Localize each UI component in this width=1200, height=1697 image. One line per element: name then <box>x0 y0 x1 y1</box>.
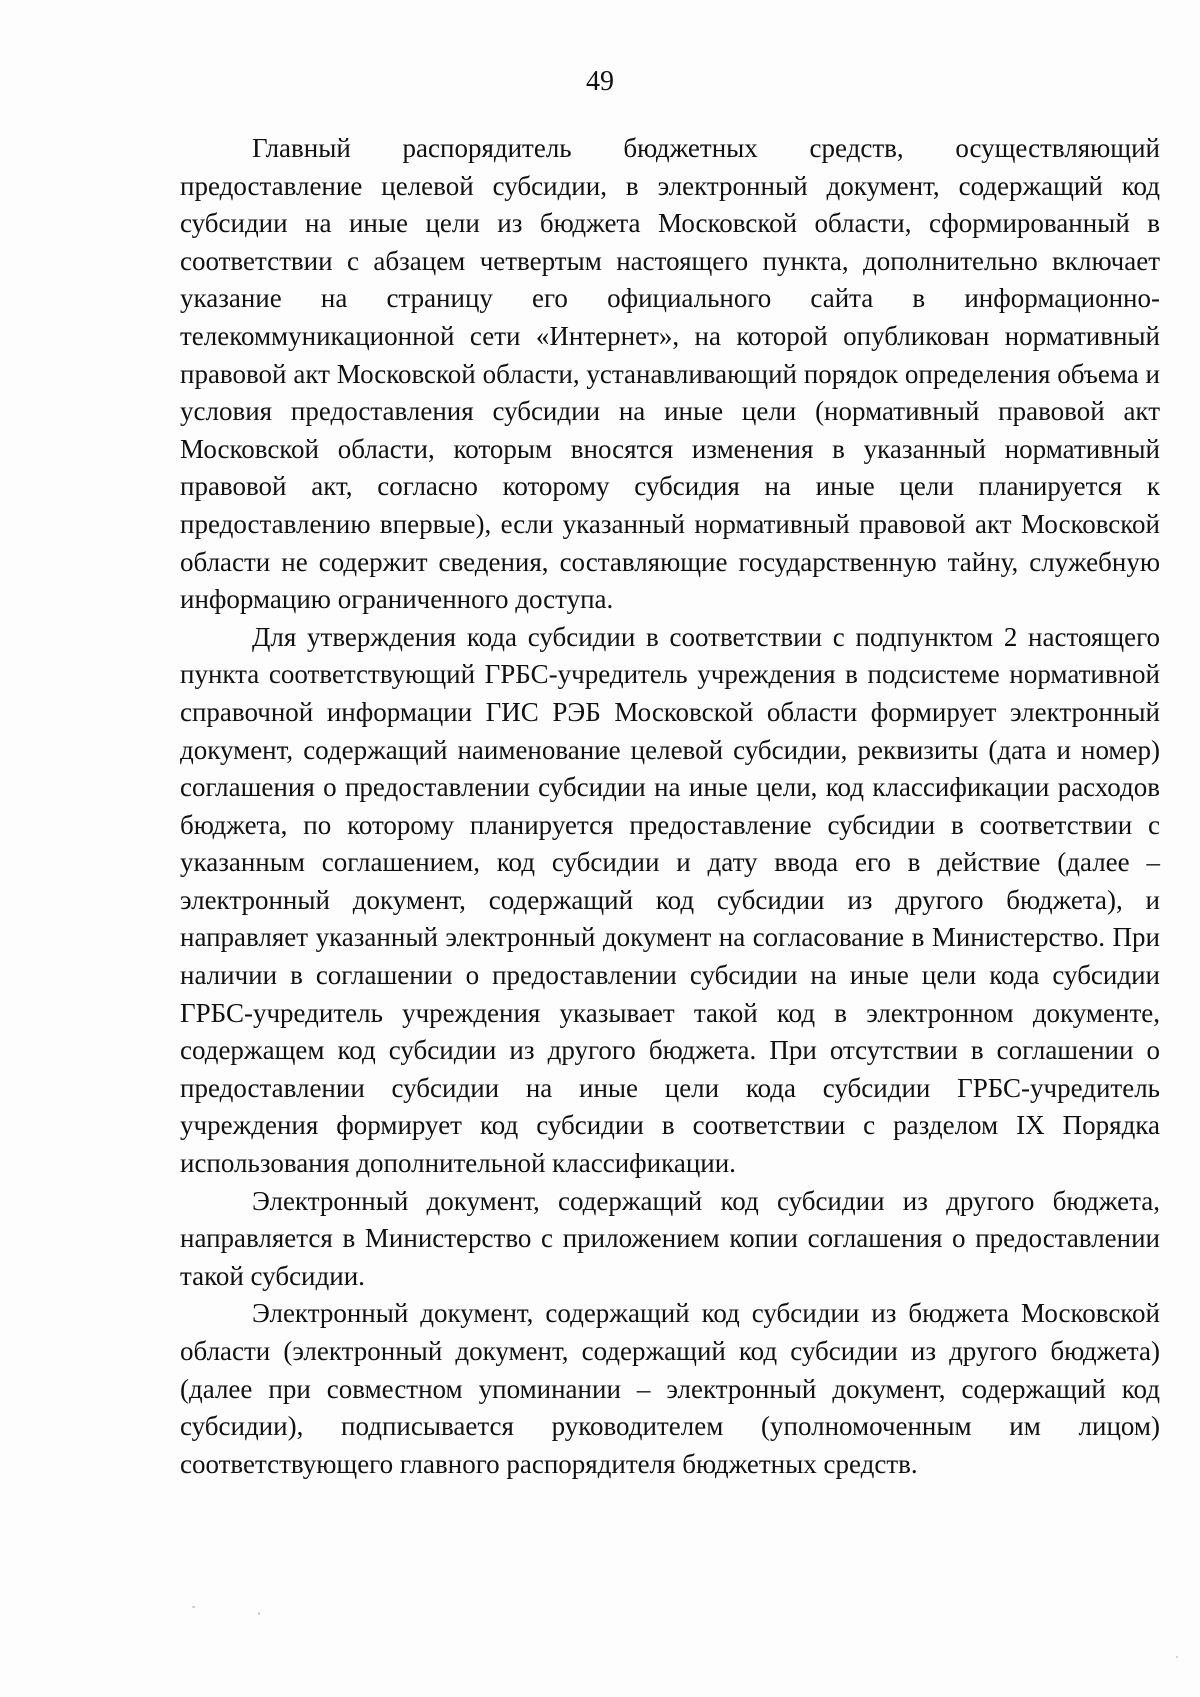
page-number: 49 <box>586 66 614 97</box>
paragraph-2: Для утверждения кода субсидии в соответствии с подпунктом 2 настоящего пункта соответствующий ГРБС-учредитель учреждения в подсистеме нормативной справочной информации ГИС РЭБ Московской области формирует электронный документ, содержащий наименование целевой субсидии, реквизиты (дата и номер) соглашения о предоставлении субсидии на иные цели, код классификации расходов бюджета, по которому планируется предоставление субсидии в соответствии с указанным соглашением, код субсидии и дату ввода его в действие (далее – электронный документ, содержащий код субсидии из другого бюджета), и направляет указанный электронный документ на согласование в Министерство. При наличии в соглашении о предоставлении субсидии на иные цели кода субсидии ГРБС-учредитель учреждения указывает такой код в электронном документе, содержащем код субсидии из другого бюджета. При отсутствии в соглашении о предоставлении субсидии на иные цели кода субсидии ГРБС-учредитель учреждения формирует код субсидии в соответствии с разделом IX Порядка использования дополнительной классификации. <box>180 621 1160 1179</box>
scan-speck <box>258 1612 260 1615</box>
paragraph-4: Электронный документ, содержащий код субсидии из бюджета Московской области (электронный документ, содержащий код субсидии из другого бюджета) (далее при совместном упоминании – электронный документ, содержащий код субсидии), подписывается руководителем (уполномоченным им лицом) соответствующего главного распорядителя бюджетных средств. <box>180 1298 1160 1479</box>
scan-speck <box>192 1606 195 1608</box>
paragraph-3: Электронный документ, содержащий код субсидии из другого бюджета, направляется в Министерство с приложением копии соглашения о предоставлении такой субсидии. <box>180 1185 1160 1291</box>
scan-speck <box>1176 1656 1178 1658</box>
document-body <box>180 130 1160 1483</box>
paragraph-1: Главный распорядитель бюджетных средств, осуществляющий предоставление целевой субсидии, в электронный документ, содержащий код субсидии на иные цели из бюджета Московской области, сформированный в соответствии с абзацем четвертым настоящего пункта, дополнительно включает указание на страницу его официального сайта в информационно-телекоммуникационной сети «Интернет», на которой опубликован нормативный правовой акт Московской области, устанавливающий порядок определения объема и условия предоставления субсидии на иные цели (нормативный правовой акт Московской области, которым вносятся изменения в указанный нормативный правовой акт, согласно которому субсидия на иные цели планируется к предоставлению впервые), если указанный нормативный правовой акт Московской области не содержит сведения, составляющие государственную тайну, служебную информацию ограниченного доступа. <box>180 133 1160 615</box>
